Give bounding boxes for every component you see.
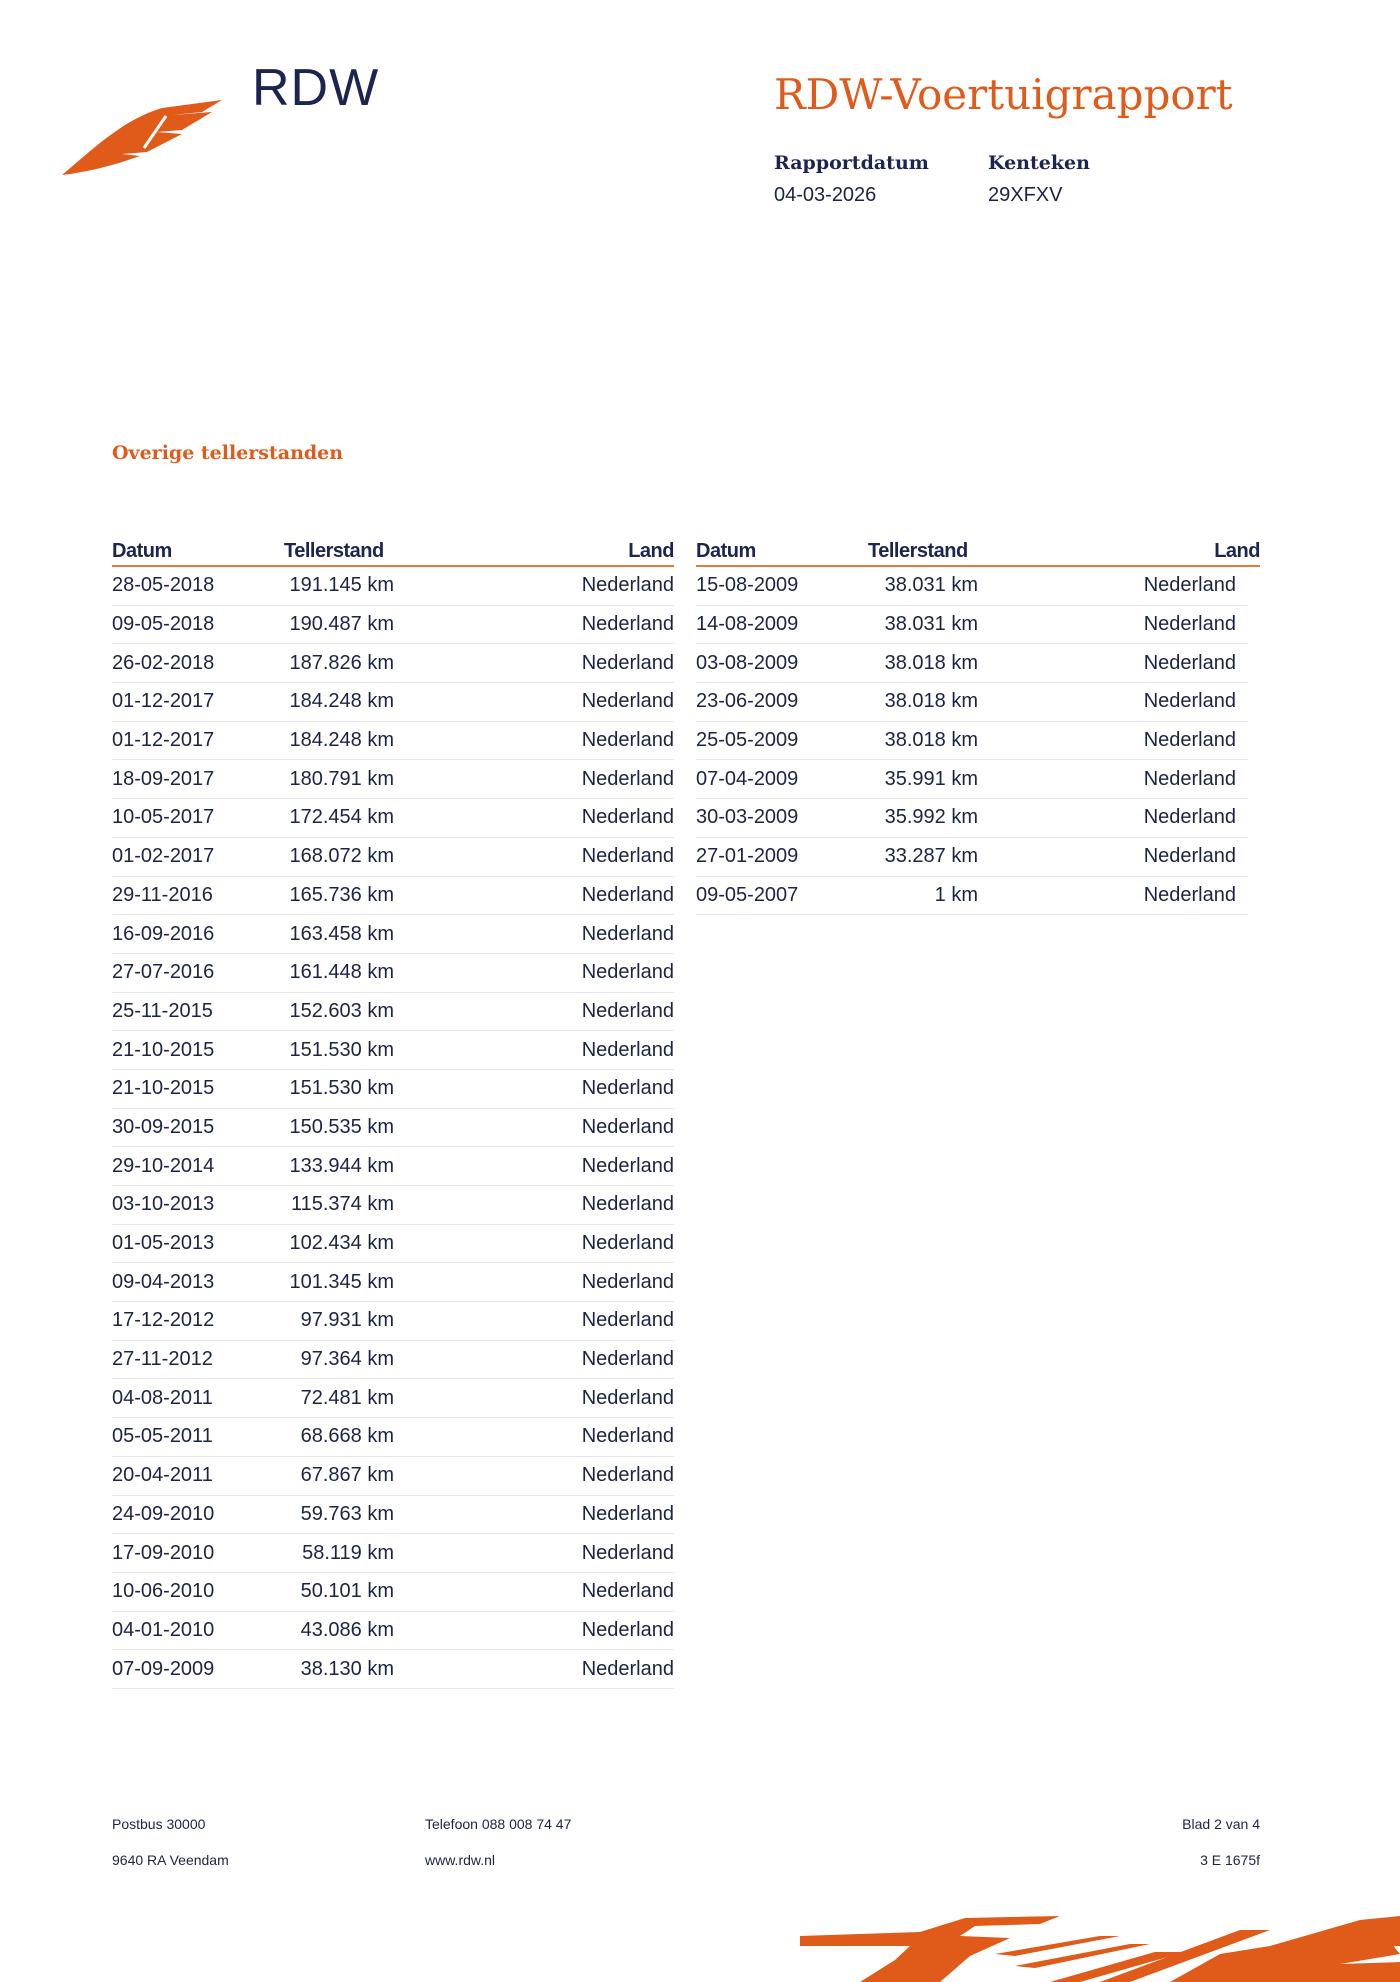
table-row [112, 1379, 674, 1418]
cell-datum: 10-06-2010 [112, 1580, 215, 1603]
table-row [696, 838, 1248, 877]
table-row [112, 1225, 674, 1264]
cell-datum: 01-12-2017 [112, 729, 215, 752]
cell-tellerstand: 102.434 km [289, 1232, 394, 1255]
cell-land: Nederland [581, 1386, 674, 1409]
cell-datum: 30-09-2015 [112, 1115, 215, 1138]
cell-datum: 26-02-2018 [112, 651, 215, 674]
table-row [112, 1302, 674, 1341]
footer-website[interactable]: www.rdw.nl [425, 1852, 496, 1868]
table-row [112, 1031, 674, 1070]
cell-tellerstand: 38.018 km [884, 651, 978, 674]
cell-tellerstand: 187.826 km [289, 651, 394, 674]
cell-land: Nederland [581, 845, 674, 868]
cell-datum: 17-12-2012 [112, 1309, 215, 1332]
table-row [112, 1147, 674, 1186]
cell-land: Nederland [581, 1464, 674, 1487]
table-row [112, 1341, 674, 1380]
cell-datum: 24-09-2010 [112, 1502, 215, 1525]
cell-tellerstand: 67.867 km [300, 1464, 394, 1487]
cell-datum: 29-10-2014 [112, 1154, 215, 1177]
cell-land: Nederland [1143, 883, 1236, 906]
cell-tellerstand: 151.530 km [289, 1077, 394, 1100]
cell-datum: 23-06-2009 [696, 690, 799, 713]
cell-datum: 27-11-2012 [112, 1348, 213, 1371]
cell-datum: 25-05-2009 [696, 729, 799, 752]
cell-tellerstand: 184.248 km [289, 690, 394, 713]
cell-datum: 05-05-2011 [112, 1425, 213, 1448]
table-row [112, 1650, 674, 1689]
decorative-stripes-icon [800, 1916, 1400, 1982]
cell-tellerstand: 168.072 km [289, 845, 394, 868]
cell-land: Nederland [1143, 806, 1236, 829]
cell-datum: 25-11-2015 [112, 999, 213, 1022]
cell-datum: 09-05-2007 [696, 883, 799, 906]
cell-datum: 03-08-2009 [696, 651, 799, 674]
cell-land: Nederland [1143, 767, 1236, 790]
cell-land: Nederland [581, 1502, 674, 1525]
cell-datum: 27-01-2009 [696, 845, 799, 868]
cell-tellerstand: 68.668 km [300, 1425, 394, 1448]
cell-land: Nederland [581, 613, 674, 636]
cell-tellerstand: 38.018 km [884, 690, 978, 713]
cell-land: Nederland [1143, 651, 1236, 674]
logo-text: RDW [252, 59, 380, 117]
cell-datum: 09-04-2013 [112, 1270, 215, 1293]
cell-tellerstand: 38.031 km [884, 574, 978, 597]
footer-telefoon: Telefoon 088 008 74 47 [425, 1816, 572, 1832]
cell-land: Nederland [581, 1193, 674, 1216]
table-body [112, 567, 674, 1689]
cell-datum: 01-02-2017 [112, 845, 215, 868]
footer-code: 3 E 1675f [1200, 1852, 1260, 1868]
cell-datum: 10-05-2017 [112, 806, 215, 829]
cell-land: Nederland [581, 767, 674, 790]
cell-tellerstand: 165.736 km [289, 883, 394, 906]
table-row [696, 644, 1248, 683]
cell-tellerstand: 191.145 km [289, 574, 394, 597]
odometer-table-right [696, 535, 1260, 915]
column-header-land: Land [628, 540, 674, 562]
cell-land: Nederland [1143, 729, 1236, 752]
table-row [112, 1263, 674, 1302]
cell-land: Nederland [581, 1309, 674, 1332]
footer-blad: Blad 2 van 4 [1182, 1816, 1260, 1832]
cell-land: Nederland [1143, 690, 1236, 713]
cell-datum: 14-08-2009 [696, 613, 799, 636]
cell-land: Nederland [581, 883, 674, 906]
cell-tellerstand: 115.374 km [290, 1193, 394, 1216]
cell-tellerstand: 72.481 km [300, 1386, 394, 1409]
table-row [112, 1612, 674, 1651]
cell-datum: 18-09-2017 [112, 767, 215, 790]
cell-land: Nederland [581, 574, 674, 597]
table-row [112, 1496, 674, 1535]
cell-datum: 07-04-2009 [696, 767, 799, 790]
cell-datum: 03-10-2013 [112, 1193, 215, 1216]
cell-datum: 20-04-2011 [112, 1464, 213, 1487]
table-row [112, 1418, 674, 1457]
cell-datum: 28-05-2018 [112, 574, 215, 597]
rapportdatum-value: 04-03-2026 [774, 184, 877, 206]
footer-page-info [1182, 1816, 1260, 1888]
cell-tellerstand: 150.535 km [289, 1115, 394, 1138]
table-row [696, 606, 1248, 645]
cell-datum: 15-08-2009 [696, 574, 799, 597]
kenteken-label: Kenteken [988, 152, 1090, 174]
cell-land: Nederland [581, 1038, 674, 1061]
table-row [696, 567, 1248, 606]
kenteken-value: 29XFXV [988, 184, 1063, 206]
cell-land: Nederland [581, 1348, 674, 1371]
cell-land: Nederland [581, 1425, 674, 1448]
kenteken-block [988, 152, 1090, 207]
footer-contact [425, 1816, 571, 1888]
document-title: RDW-Voertuigrapport [774, 70, 1233, 119]
table-row [112, 877, 674, 916]
table-row [696, 799, 1248, 838]
table-row [696, 683, 1248, 722]
cell-datum: 21-10-2015 [112, 1077, 215, 1100]
cell-tellerstand: 97.364 km [300, 1348, 394, 1371]
footer-adres: 9640 RA Veendam [112, 1852, 229, 1868]
table-row [112, 915, 674, 954]
cell-land: Nederland [581, 1618, 674, 1641]
column-header-datum: Datum [696, 540, 756, 562]
rdw-logo-icon [62, 90, 232, 180]
table-row [112, 1534, 674, 1573]
cell-tellerstand: 1 km [934, 883, 978, 906]
cell-land: Nederland [1143, 574, 1236, 597]
cell-land: Nederland [1143, 613, 1236, 636]
cell-datum: 01-05-2013 [112, 1232, 215, 1255]
cell-tellerstand: 59.763 km [300, 1502, 394, 1525]
cell-tellerstand: 151.530 km [289, 1038, 394, 1061]
cell-datum: 07-09-2009 [112, 1657, 215, 1680]
cell-land: Nederland [581, 651, 674, 674]
table-row [696, 877, 1248, 916]
column-header-tellerstand: Tellerstand [284, 540, 384, 562]
section-title: Overige tellerstanden [112, 442, 344, 464]
cell-datum: 17-09-2010 [112, 1541, 215, 1564]
table-row [112, 1186, 674, 1225]
cell-land: Nederland [581, 961, 674, 984]
cell-tellerstand: 50.101 km [300, 1580, 394, 1603]
cell-land: Nederland [581, 999, 674, 1022]
cell-land: Nederland [581, 1115, 674, 1138]
cell-land: Nederland [581, 729, 674, 752]
table-row [112, 1457, 674, 1496]
cell-tellerstand: 163.458 km [289, 922, 394, 945]
cell-land: Nederland [581, 1580, 674, 1603]
cell-datum: 30-03-2009 [696, 806, 799, 829]
cell-tellerstand: 35.991 km [884, 767, 978, 790]
cell-datum: 27-07-2016 [112, 961, 215, 984]
rapportdatum-block [774, 152, 929, 207]
table-row [112, 1573, 674, 1612]
cell-tellerstand: 38.018 km [884, 729, 978, 752]
table-row [112, 954, 674, 993]
table-body [696, 567, 1248, 915]
cell-tellerstand: 35.992 km [884, 806, 978, 829]
column-header-land: Land [1214, 540, 1260, 562]
table-row [112, 683, 674, 722]
cell-land: Nederland [581, 1154, 674, 1177]
cell-tellerstand: 161.448 km [289, 961, 394, 984]
cell-datum: 21-10-2015 [112, 1038, 215, 1061]
cell-datum: 04-08-2011 [112, 1386, 213, 1409]
cell-tellerstand: 172.454 km [289, 806, 394, 829]
footer-address [112, 1816, 229, 1888]
table-header [112, 535, 674, 567]
cell-tellerstand: 152.603 km [289, 999, 394, 1022]
cell-land: Nederland [581, 1232, 674, 1255]
table-row [112, 722, 674, 761]
cell-land: Nederland [1143, 845, 1236, 868]
cell-tellerstand: 133.944 km [289, 1154, 394, 1177]
cell-land: Nederland [581, 690, 674, 713]
cell-land: Nederland [581, 1077, 674, 1100]
table-row [696, 722, 1248, 761]
table-header [696, 535, 1260, 567]
cell-datum: 29-11-2016 [112, 883, 213, 906]
cell-datum: 01-12-2017 [112, 690, 215, 713]
cell-datum: 04-01-2010 [112, 1618, 215, 1641]
cell-tellerstand: 180.791 km [289, 767, 394, 790]
table-row [112, 1070, 674, 1109]
cell-tellerstand: 38.031 km [884, 613, 978, 636]
cell-tellerstand: 58.119 km [302, 1541, 394, 1564]
column-header-tellerstand: Tellerstand [868, 540, 968, 562]
cell-tellerstand: 33.287 km [884, 845, 978, 868]
cell-land: Nederland [581, 806, 674, 829]
cell-land: Nederland [581, 1657, 674, 1680]
cell-land: Nederland [581, 922, 674, 945]
cell-datum: 16-09-2016 [112, 922, 215, 945]
cell-tellerstand: 97.931 km [300, 1309, 394, 1332]
table-row [112, 567, 674, 606]
table-row [112, 993, 674, 1032]
table-row [112, 760, 674, 799]
cell-tellerstand: 184.248 km [289, 729, 394, 752]
table-row [112, 644, 674, 683]
table-row [112, 606, 674, 645]
cell-tellerstand: 190.487 km [289, 613, 394, 636]
odometer-table-left [112, 535, 674, 1689]
cell-tellerstand: 38.130 km [300, 1657, 394, 1680]
cell-land: Nederland [581, 1270, 674, 1293]
table-row [112, 799, 674, 838]
table-row [112, 838, 674, 877]
cell-land: Nederland [581, 1541, 674, 1564]
table-row [696, 760, 1248, 799]
table-row [112, 1109, 674, 1148]
footer-postbus: Postbus 30000 [112, 1816, 206, 1832]
cell-tellerstand: 101.345 km [289, 1270, 394, 1293]
cell-tellerstand: 43.086 km [300, 1618, 394, 1641]
column-header-datum: Datum [112, 540, 172, 562]
cell-datum: 09-05-2018 [112, 613, 215, 636]
rapportdatum-label: Rapportdatum [774, 152, 929, 174]
